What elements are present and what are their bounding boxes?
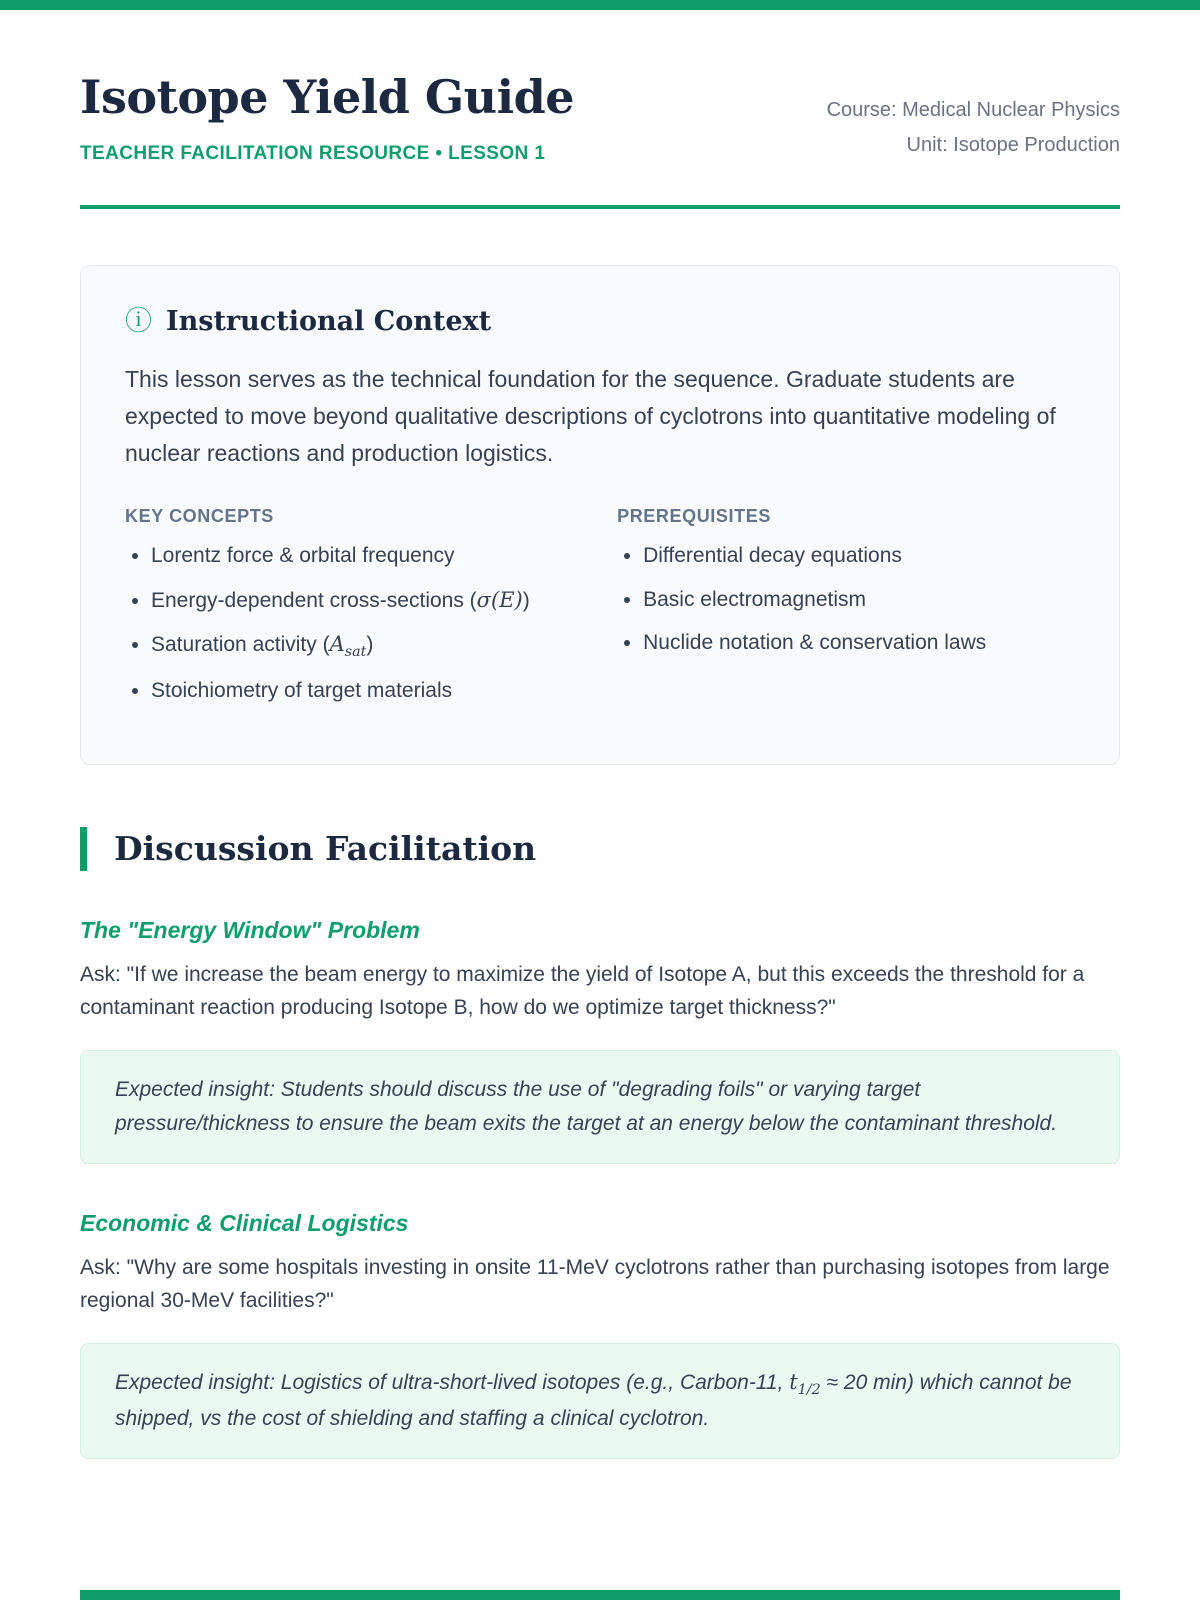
info-icon: ⓘ [125, 305, 152, 336]
math-expression: t [789, 1369, 798, 1394]
header-left [80, 72, 574, 165]
expected-insight-callout [80, 1050, 1120, 1163]
header-divider [80, 205, 1120, 209]
topic-title: Economic & Clinical Logistics [80, 1209, 409, 1236]
page-subtitle: TEACHER FACILITATION RESOURCE • LESSON 1 [80, 142, 546, 164]
prerequisites-column [617, 506, 1075, 719]
header [80, 10, 1120, 165]
expected-insight-callout [80, 1343, 1120, 1459]
top-accent-bar [0, 0, 1200, 10]
context-card-title-row [125, 306, 1075, 337]
math-subscript: 1/2 [797, 1382, 821, 1399]
item-text: Saturation activity ( [151, 633, 330, 657]
key-concepts-column [125, 506, 561, 719]
list-item [643, 585, 1075, 615]
expected-insight-text [115, 1366, 1085, 1436]
bottom-accent-bar [80, 1590, 1120, 1600]
key-concepts-heading: KEY CONCEPTS [125, 506, 274, 527]
prerequisites-heading: PREREQUISITES [617, 506, 771, 527]
item-text: ) [366, 633, 374, 657]
item-text: ) [522, 588, 530, 612]
math-subscript: sat [344, 644, 367, 661]
section-heading-text: Discussion Facilitation [114, 828, 537, 868]
context-columns [125, 506, 1075, 719]
math-expression: σ(E) [476, 587, 523, 612]
content [0, 10, 1200, 1459]
unit-label: Unit: Isotope Production [906, 133, 1120, 156]
item-text: Energy-dependent cross-sections ( [151, 588, 477, 612]
item-text: Basic electromagnetism [643, 587, 867, 611]
insight-text: ≈ 20 min) which cannot be shipped, vs the cost of shielding and staffing a clinical cyclotron. [115, 1370, 1072, 1430]
item-text: Differential decay equations [643, 544, 902, 568]
list-item [151, 541, 561, 571]
prerequisites-list [617, 541, 1075, 658]
item-text: Stoichiometry of target materials [151, 679, 453, 703]
list-item [151, 676, 561, 706]
topic-energy-window [80, 917, 1120, 1164]
list-item [643, 541, 1075, 571]
course-label: Course: Medical Nuclear Physics [826, 98, 1120, 121]
context-card-body: This lesson serves as the technical foundation for the sequence. Graduate students are expected to move beyond qualitative descriptions of cyclotrons into quantitative modeling of nuclear reactions and production logistics. [125, 365, 1056, 467]
list-item [151, 585, 561, 616]
context-card-title: Instructional Context [166, 305, 492, 337]
list-item [151, 629, 561, 663]
page-title: Isotope Yield Guide [80, 70, 575, 124]
math-expression: A [329, 632, 345, 657]
key-concepts-list [125, 541, 561, 706]
item-text: Lorentz force & orbital frequency [151, 544, 455, 568]
ask-paragraph: Ask: "If we increase the beam energy to maximize the yield of Isotope A, but this exceeds the threshold for a contaminant reaction producing Isotope B, how do we optimize target thickness?" [80, 963, 1085, 1020]
instructional-context-card [80, 265, 1120, 765]
expected-insight-text: Expected insight: Students should discuss the use of "degrading foils" or varying target pressure/thickness to ensure the beam exits the target at an energy below the contaminant threshold. [115, 1078, 1058, 1136]
topic-economic-logistics [80, 1210, 1120, 1459]
insight-text: Expected insight: Logistics of ultra-short-lived isotopes (e.g., Carbon-11, [115, 1370, 790, 1394]
item-text: Nuclide notation & conservation laws [643, 631, 987, 655]
ask-paragraph: Ask: "Why are some hospitals investing in onsite 11-MeV cyclotrons rather than purchasing isotopes from large regional 30-MeV facilities?" [80, 1255, 1110, 1312]
list-item [643, 628, 1075, 658]
discussion-section-heading [80, 827, 1120, 872]
header-meta [827, 93, 1120, 165]
topic-title: The "Energy Window" Problem [80, 917, 420, 944]
